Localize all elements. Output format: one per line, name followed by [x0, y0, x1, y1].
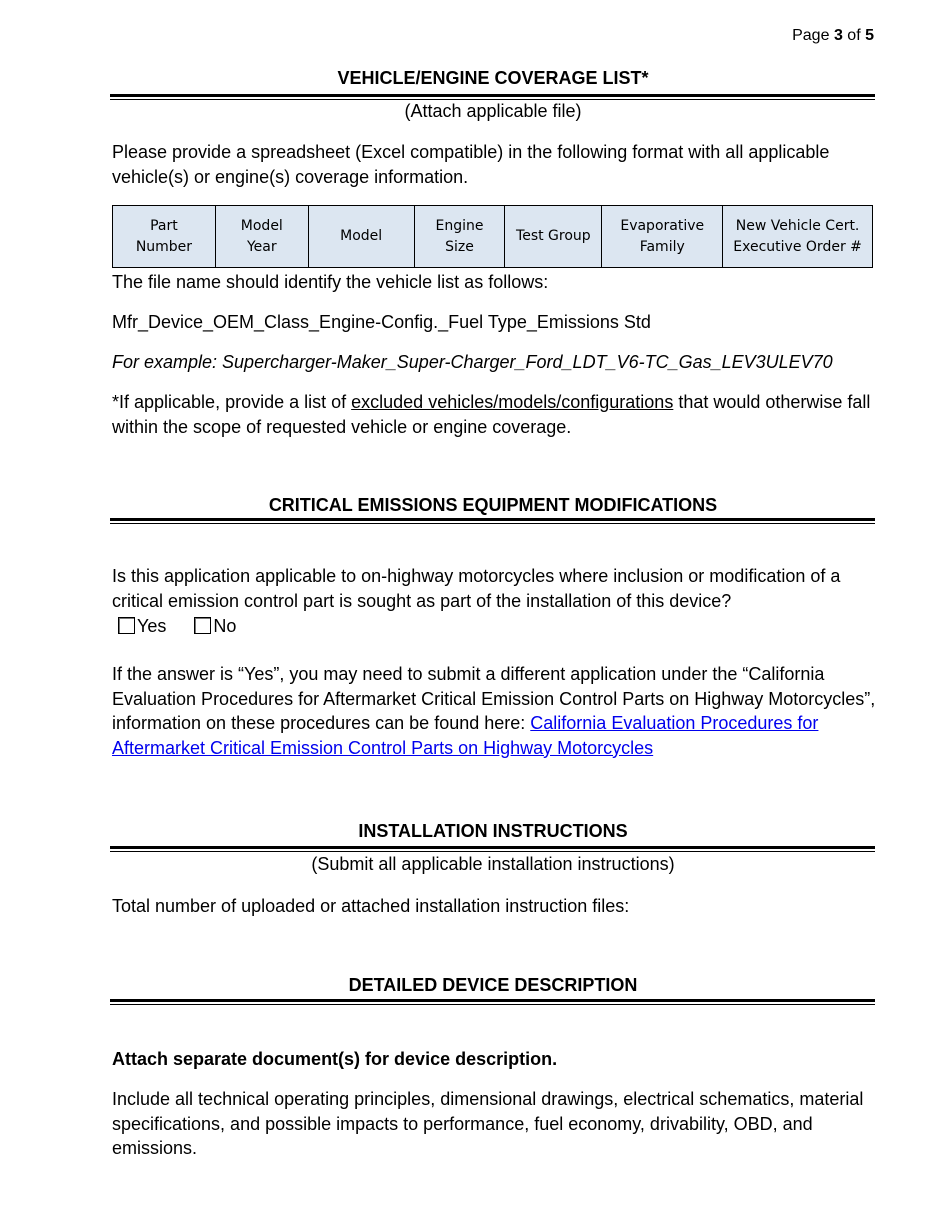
- critical-options: [118, 614, 236, 638]
- page-current: 3: [833, 27, 843, 44]
- note-prefix: *If applicable, provide a list of: [112, 392, 352, 412]
- description-title: DETAILED DEVICE DESCRIPTION: [348, 975, 638, 995]
- description-rule: [110, 999, 875, 1005]
- yes-checkbox[interactable]: [118, 617, 135, 634]
- col-engine-size: Engine Size: [414, 206, 505, 268]
- coverage-intro: Please provide a spreadsheet (Excel compatible) in the following format with all applicable vehicle(s) or engine(s) coverage information.: [112, 142, 830, 187]
- evaluation-procedures-link[interactable]: California Evaluation Procedures for Aftermarket Critical Emission Control Parts on Highway Motorcycles: [112, 713, 819, 758]
- file-name-format: Mfr_Device_OEM_Class_Engine-Config._Fuel Type_Emissions Std: [112, 312, 651, 332]
- col-test-group: Test Group: [505, 206, 602, 268]
- installation-rule: [110, 846, 875, 852]
- col-part-number: Part Number: [113, 206, 216, 268]
- file-name-intro: The file name should identify the vehicle list as follows:: [112, 272, 549, 292]
- col-executive-order: New Vehicle Cert. Executive Order #: [723, 206, 873, 268]
- installation-title: INSTALLATION INSTRUCTIONS: [358, 821, 628, 841]
- no-label: No: [213, 616, 237, 636]
- critical-answer-text: If the answer is “Yes”, you may need to submit a different application under the “California Evaluation Procedures for Aftermarket Critical Emission Control Parts on Highway Motorcycles”, information on these procedures can be found here:: [112, 664, 876, 733]
- coverage-rule: [110, 94, 875, 100]
- installation-subtitle: (Submit all applicable installation instructions): [311, 854, 675, 874]
- excluded-note: [112, 390, 877, 439]
- description-attach: Attach separate document(s) for device description.: [112, 1049, 558, 1069]
- excluded-vehicles-text: excluded vehicles/models/configurations: [351, 392, 674, 412]
- coverage-subtitle: (Attach applicable file): [404, 101, 582, 121]
- page-prefix: Page: [792, 27, 830, 44]
- critical-question: Is this application applicable to on-highway motorcycles where inclusion or modification of a critical emission control part is sought as part of the installation of this device?: [112, 566, 841, 611]
- critical-answer: [112, 662, 877, 760]
- page-total: 5: [865, 27, 874, 44]
- installation-count-label: Total number of uploaded or attached installation instruction files:: [112, 896, 630, 916]
- page-number: [792, 27, 874, 45]
- description-body: Include all technical operating principles, dimensional drawings, electrical schematics, material specifications, and possible impacts to performance, fuel economy, drivability, OBD, and emissions.: [112, 1089, 864, 1158]
- col-evaporative-family: Evaporative Family: [602, 206, 723, 268]
- note-suffix: that would otherwise fall within the scope of requested vehicle or engine coverage.: [112, 392, 871, 437]
- page-of: of: [847, 27, 861, 44]
- no-checkbox[interactable]: [194, 617, 211, 634]
- coverage-table-header: [113, 206, 873, 268]
- yes-label: Yes: [137, 616, 167, 636]
- coverage-title: VEHICLE/ENGINE COVERAGE LIST*: [337, 68, 649, 88]
- file-name-example: For example: Supercharger-Maker_Super-Charger_Ford_LDT_V6-TC_Gas_LEV3ULEV70: [112, 352, 833, 372]
- col-model: Model: [308, 206, 414, 268]
- col-model-year: Model Year: [215, 206, 308, 268]
- coverage-table: [112, 205, 873, 268]
- critical-title: CRITICAL EMISSIONS EQUIPMENT MODIFICATIONS: [268, 495, 718, 515]
- critical-rule: [110, 518, 875, 524]
